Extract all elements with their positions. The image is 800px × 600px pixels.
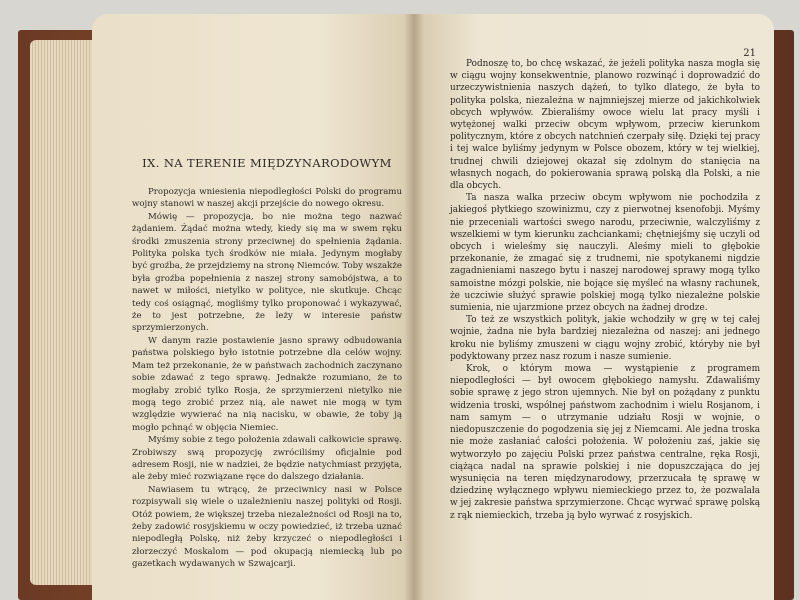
chapter-heading: IX. NA TERENIE MIĘDZYNARODOWYM [142, 156, 392, 170]
paragraph: Myśmy sobie z tego położenia zdawali całkowicie sprawę. Zrobiwszy swą propozycję zwróciliśmy oficjalnie pod adresem Rosji, nie w nadziei, że będzie natychmiast przyjęta, ale żeby mieć rozwiązane ręce do dalszego działania. [132, 435, 402, 483]
paragraph: To też ze wszystkich polityk, jakie wchodziły w grę w tej całej wojnie, żadna nie była bardziej niezależna od naszej: ani jednego kroku nie byliśmy zmuszeni w ciągu wojny zrobić, któryby nie był podyktowany przez nasz rozum i nasze sumienie. [450, 315, 760, 362]
paragraph: W danym razie postawienie jasno sprawy odbudowania państwa polskiego było istotnie potrzebne dla celów wojny. Mam też przekonanie, że w państwach zachodnich zaczynano sobie zdawać z tego sprawę. Jednakże rozumiano, że to mogłaby zrobić tylko Rosja, że sprzymierzeni nietylko nie mogą tego zrobić przez nią, ale nawet nie mogą w tym względzie wywierać na nią nacisku, w obawie, że toby ją mogło pchnąć w objęcia Niemiec. [132, 335, 402, 433]
paragraph: Mówię — propozycja, bo nie można tego nazwać żądaniem. Żądać można wtedy, kiedy się ma w swem ręku środki zmuszenia strony przeciwnej do spełnienia żądania. Polityka polska tych środków nie miała. Jedynym mogłaby być groźba, że przejdziemy na stronę Niemców. Toby wszakże była groźba popełnienia z naszej strony samobójstwa, a to nawet w miłości, nietylko w polityce, nie skutkuje. Chcąc tedy coś osiągnąć, mogliśmy tylko proponować i wykazywać, że to jest potrzebne, że leży w interesie państw sprzymierzonych. [132, 211, 402, 334]
left-page [92, 14, 414, 600]
page-number: 21 [743, 48, 756, 59]
paragraph: Podnoszę to, bo chcę wskazać, że jeżeli polityka nasza mogła się w ciągu wojny konsekwentnie, planowo rozwinąć i doprowadzić do urzeczywistnienia naszych dążeń, to tylko dlatego, że była to polityka polska, niezależna w najmniejszej mierze od jakichkolwiek obcych wpływów. Zbieraliśmy owoce wielu lat pracy myśli i wytężonej walki przeciw obcym wpływom, przeciw kierunkom politycznym, które z obcych natchnień czerpały siłę. Dzięki tej pracy i tej walce byliśmy jedynym w Polsce obozem, który w tej wielkiej, trudnej chwili dziejowej okazał się zdolnym do stanięcia na własnych nogach, do pokierowania sprawą polską dla Polski, a nie dla obcych. [450, 59, 760, 192]
paragraph: Propozycja wniesienia niepodległości Polski do programu wojny stanowi w naszej akcji przejście do nowego okresu. [132, 187, 402, 210]
paragraph: Nawiasem tu wtrącę, że przeciwnicy nasi w Polsce rozpisywali się wiele o uzależnieniu naszej polityki od Rosji. Otóż powiem, że większej trzeba niezależności od Rosji na to, żeby zadowić rosyjskiemu w oczy powiedzieć, iż trzeba uznać niepodległą Polskę, niż żeby krzyczeć o niepodległości i złorzeczyć Moskalom — pod okupacją niemiecką lub po gazetkach wydawanych w Szwajcarji. [132, 484, 402, 570]
paragraph: Krok, o którym mowa — wystąpienie z programem niepodległości — był owocem głębokiego namysłu. Zdawaliśmy sobie sprawę z jego stron ujemnych. Nie był on pożądany z punktu widzenia troski, wspólnej państwom zachodnim i wielu Rosjanom, i nam samym — o utrzymanie udziału Rosji w wojnie, o niedopuszczenie do pogodzenia się jej z Niemcami. Ale jedna troska nie może zasłaniać całości położenia. W położeniu zaś, jakie się wytworzyło po zajęciu Polski przez państwa centralne, ręka Rosji, ciążąca nadal na sprawie polskiej i nie dopuszczająca do jej wysunięcia na teren międzynarodowy, przerzucała tę sprawę w dziedzinę wyłącznego wpływu niemieckiego przez to, że pozwalała w jej zakresie państwa sprzymierzone. Chcąc wyrwać sprawę polską z rąk niemieckich, trzeba ją było wyrwać z rosyjskich. [450, 364, 760, 521]
book-gutter [404, 14, 424, 600]
paragraph: Ta nasza walka przeciw obcym wpływom nie pochodziła z jakiegoś płytkiego szowinizmu, czy z pierwotnej ksenofobji. Myśmy nie przeceniali wartości swego narodu, przeciwnie, walczyliśmy z wszelkiemi w tym kierunku zachciankami; chętniejśmy się uczyli od obcych i wieleśmy się nauczyli. Aleśmy mieli to głębokie przekonanie, że zmagać się z trudnemi, nie spotykanemi nigdzie zagadnieniami naszego bytu i naszej narodowej sprawy mogą tylko samoistne mózgi polskie, nie bojące się myśleć na własny rachunek, że uczciwie służyć sprawie polskiej mogą tylko niezależne polskie sumienia, nie ujarzmione przez obcych na żadnej drodze. [450, 193, 760, 314]
right-page [414, 14, 774, 600]
